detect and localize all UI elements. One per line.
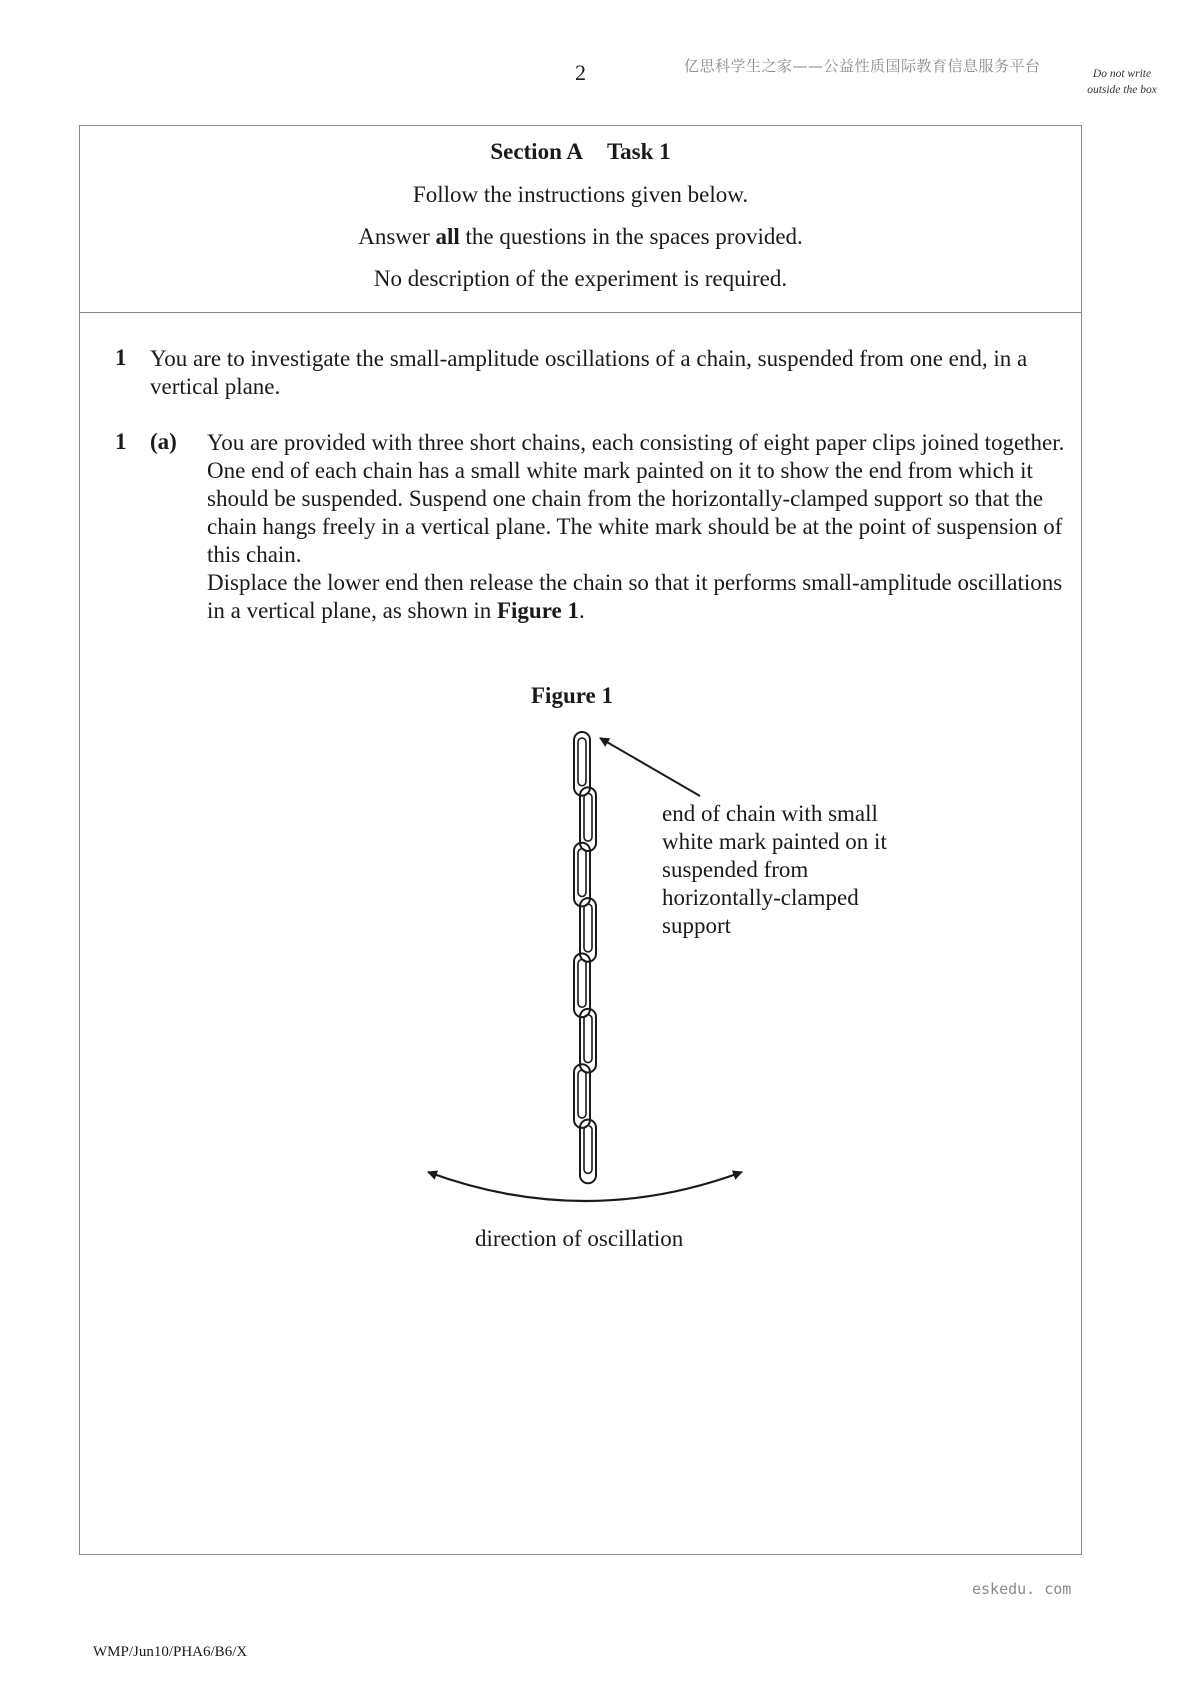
paper-clip-inner — [578, 738, 586, 786]
question-1a-paragraph-1: You are provided with three short chains, each consisting of eight paper clips joined together. One end of each chain has a small white mark painted on it to show the end from which it should be suspended. Suspend one chain from the horizontally-clamped support so that the chain hangs freely in a vertical plane. The white mark should be at the point of suspension of this chain. — [207, 430, 1065, 567]
question-1-number: 1 — [115, 345, 127, 370]
paper-clip-inner — [578, 1070, 586, 1118]
paper-clip-inner — [578, 849, 586, 897]
paper-clip-inner — [584, 1015, 592, 1063]
figure-reference: Figure 1 — [496, 598, 579, 623]
paper-clip-inner — [578, 960, 586, 1008]
instruction-2-after: the questions in the spaces provided. — [459, 224, 803, 249]
q1a-p2-after: . — [578, 598, 585, 623]
margin-note: Do not write outside the box — [1087, 68, 1157, 96]
paper-clip-chain — [574, 732, 596, 1183]
figure-1-callout: end of chain with small white mark painted on it suspended from horizontally-clamped support — [662, 801, 887, 938]
watermark-top: 亿思科学生之家——公益性质国际教育信息服务平台 — [684, 57, 1041, 75]
question-1a-part: (a) — [150, 429, 177, 454]
paper-clip-inner — [584, 904, 592, 952]
instruction-line-3: No description of the experiment is required. — [373, 266, 788, 291]
page-number: 2 — [575, 60, 586, 85]
question-1a-number: 1 — [115, 429, 127, 454]
instruction-2-before: Answer — [358, 224, 436, 249]
task-label: Task 1 — [606, 139, 671, 164]
callout-arrow — [600, 738, 700, 796]
instruction-2-bold: all — [435, 224, 460, 249]
paper-clip-inner — [584, 1126, 592, 1174]
paper-clip-inner — [584, 793, 592, 841]
oscillation-label: direction of oscillation — [475, 1226, 684, 1251]
oscillation-arrow — [428, 1172, 742, 1201]
section-label: Section A — [490, 139, 583, 164]
watermark-bottom: eskedu. com — [972, 1580, 1072, 1598]
figure-1-title: Figure 1 — [531, 683, 613, 708]
question-1-text: You are to investigate the small-amplitude oscillations of a chain, suspended from one end, in a vertical plane. — [150, 346, 1028, 399]
footer-code: WMP/Jun10/PHA6/B6/X — [93, 1644, 248, 1660]
q1a-p2-before: Displace the lower end then release the chain so that it performs small-amplitude oscillations in a vertical plane, as shown in — [207, 570, 1063, 623]
instruction-line-1: Follow the instructions given below. — [412, 182, 749, 207]
